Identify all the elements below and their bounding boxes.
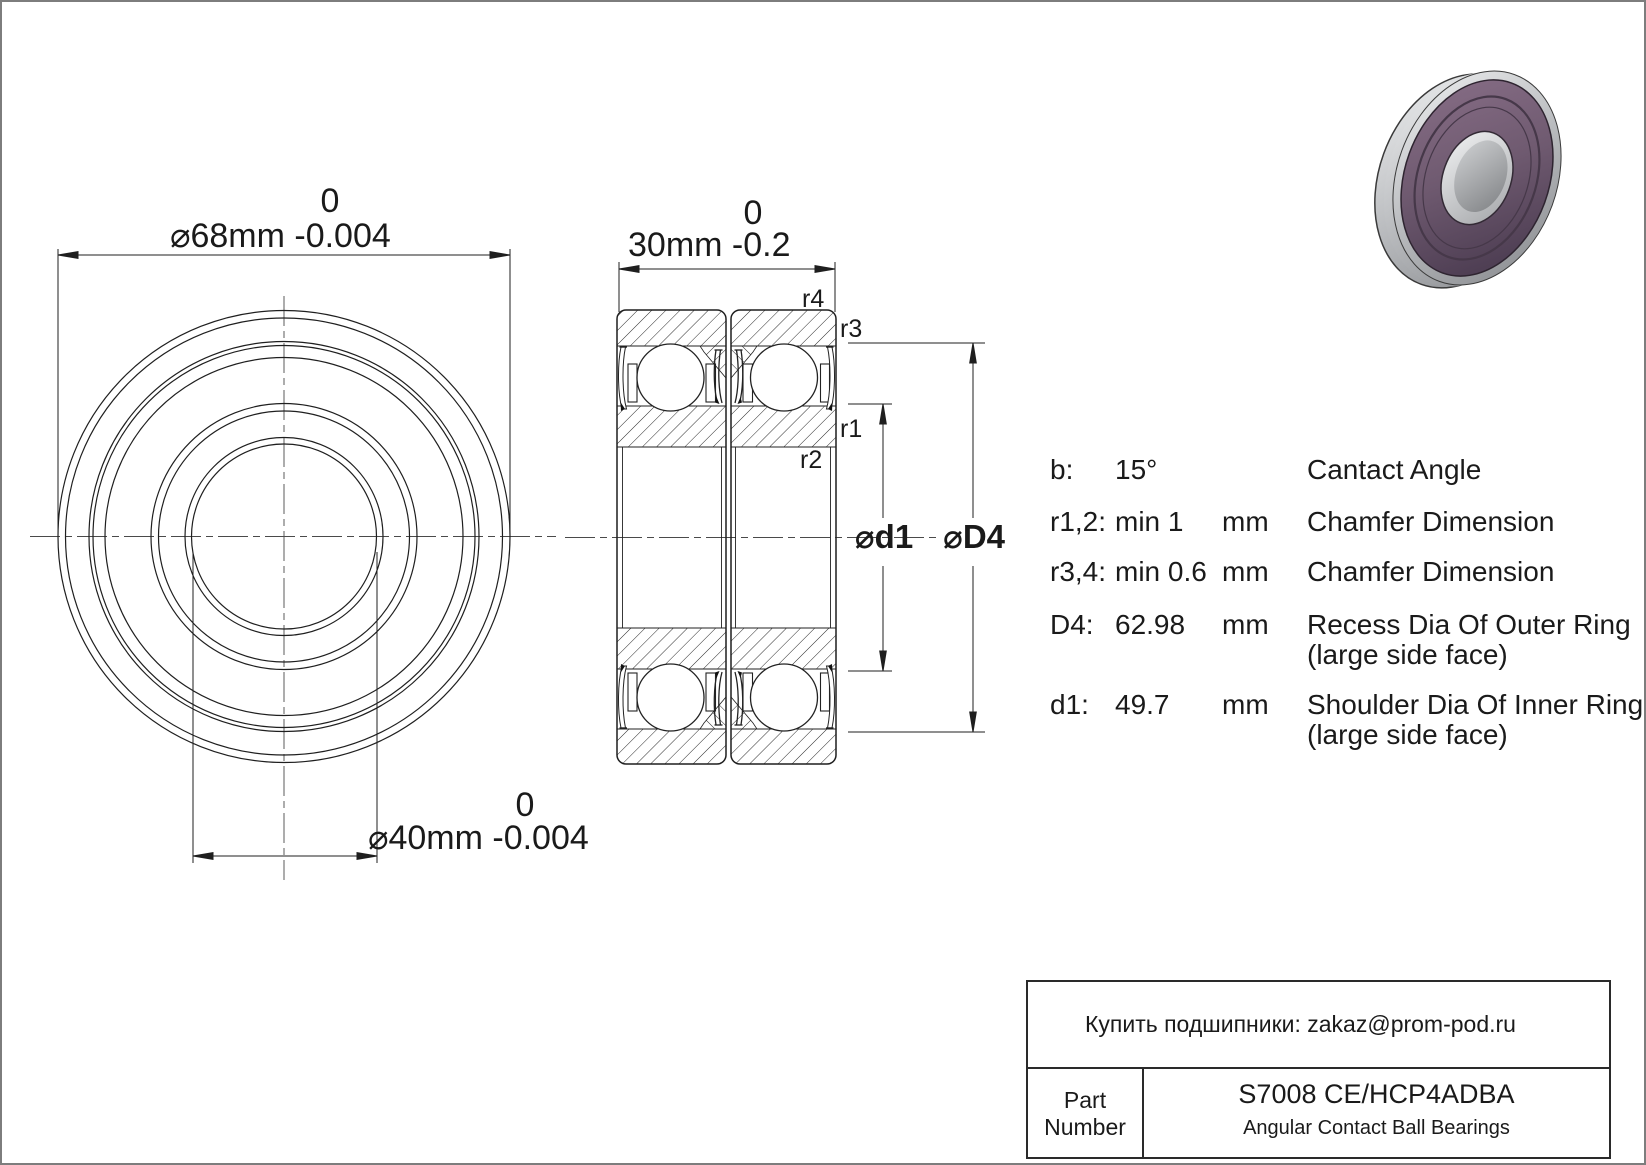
front-view-drawing	[30, 249, 556, 880]
spec-unit: mm	[1222, 506, 1269, 537]
spec-label: d1:	[1050, 689, 1089, 720]
spec-label: b:	[1050, 454, 1074, 485]
spec-unit: mm	[1222, 609, 1269, 640]
spec-desc: Shoulder Dia Of Inner Ring	[1307, 689, 1644, 720]
spec-unit: mm	[1222, 556, 1269, 587]
spec-unit: mm	[1222, 689, 1269, 720]
r2-label: r2	[800, 446, 823, 474]
r3-label: r3	[840, 315, 863, 343]
spec-value: min 0.6	[1115, 556, 1207, 587]
part-label-line2: Number	[1044, 1114, 1126, 1140]
spec-desc: Recess Dia Of Outer Ring	[1307, 609, 1631, 640]
spec-value: 62.98	[1115, 609, 1186, 640]
spec-value: min 1	[1115, 506, 1184, 537]
section-view-drawing	[565, 262, 985, 764]
bore-tolerance-top: 0	[515, 786, 535, 824]
title-block	[1026, 980, 1611, 1159]
spec-label: r1,2:	[1050, 506, 1107, 537]
contact-info: Купить подшипники: zakaz@prom-pod.ru	[1028, 982, 1609, 1069]
spec-desc: Chamfer Dimension	[1307, 556, 1555, 587]
part-label-line1: Part	[1063, 1087, 1107, 1113]
spec-desc: Chamfer Dimension	[1307, 506, 1555, 537]
d4-dia-label: ⌀D4	[942, 518, 1006, 555]
title-block-bottom-row	[1028, 1069, 1609, 1159]
od-tolerance-top: 0	[320, 182, 340, 220]
bore-dimension-text: ⌀40mm -0.004	[368, 819, 589, 857]
spec-label: D4:	[1050, 609, 1094, 640]
bearing-category: Angular Contact Ball Bearings	[1243, 1117, 1510, 1139]
spec-value: 15°	[1115, 454, 1158, 485]
spec-desc: Cantact Angle	[1307, 454, 1482, 485]
width-tolerance-top: 0	[743, 194, 763, 232]
spec-value: 49.7	[1115, 689, 1170, 720]
bore-dimension-lines	[193, 552, 377, 863]
spec-desc-line2: (large side face)	[1307, 639, 1508, 670]
d1-dia-label: ⌀d1	[854, 518, 914, 555]
r1-label: r1	[840, 415, 863, 443]
od-dimension-text: ⌀68mm -0.004	[170, 217, 391, 255]
part-number: S7008 CE/HCP4ADBA	[1238, 1079, 1515, 1109]
part-info-cell	[1144, 1069, 1609, 1159]
r4-label: r4	[802, 285, 825, 313]
spec-label: r3,4:	[1050, 556, 1107, 587]
part-number-label	[1028, 1069, 1144, 1159]
spec-desc-line2: (large side face)	[1307, 719, 1508, 750]
width-dimension-text: 30mm -0.2	[628, 226, 791, 264]
